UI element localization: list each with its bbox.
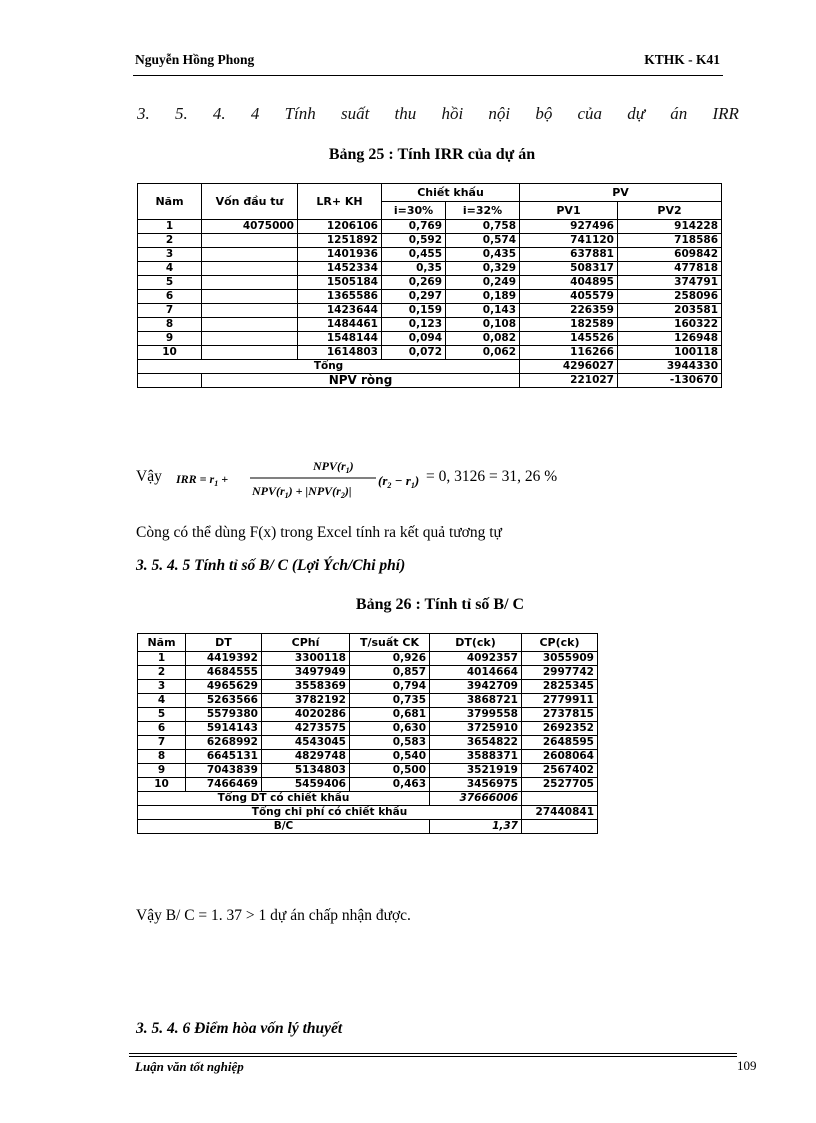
- col-cost: CPhí: [262, 634, 350, 652]
- table-row: [138, 290, 722, 304]
- section-heading-word: dự: [627, 104, 646, 123]
- formula-numerator: $NPV(r_1)$: [313, 459, 354, 475]
- table-row: [138, 234, 722, 248]
- col-lr-kh: LR+ KH: [298, 184, 382, 220]
- table-cell: 2737815: [522, 708, 598, 722]
- table-cell: 405579: [520, 290, 618, 304]
- table1-npv-row: [138, 374, 722, 388]
- table2-total-cost-row: [138, 806, 598, 820]
- table-cell: 0,681: [350, 708, 430, 722]
- table-row: [138, 248, 722, 262]
- table1-npv-pv2: -130670: [618, 374, 722, 388]
- table-row: [138, 276, 722, 290]
- table1-npv-pv1: 221027: [520, 374, 618, 388]
- table-cell: 0,857: [350, 666, 430, 680]
- table-cell: 0,094: [382, 332, 446, 346]
- table-cell: 1: [138, 220, 202, 234]
- table-cell: [202, 290, 298, 304]
- table-cell: 3725910: [430, 722, 522, 736]
- table-cell: 0,159: [382, 304, 446, 318]
- table-cell: 4075000: [202, 220, 298, 234]
- table-cell: 3055909: [522, 652, 598, 666]
- table2-caption: Bảng 26 : Tính tỉ số B/ C: [355, 596, 525, 613]
- table1-header-row: [138, 184, 722, 202]
- table-cell: 7043839: [186, 764, 262, 778]
- section-heading-bc: 3. 5. 4. 5 Tính tỉ số B/ C (Lợi Ých/Chi phí): [136, 557, 406, 574]
- table-cell: 1484461: [298, 318, 382, 332]
- table-cell: 0,329: [446, 262, 520, 276]
- table-cell: 258096: [618, 290, 722, 304]
- table-cell: 0,500: [350, 764, 430, 778]
- table-cell: 637881: [520, 248, 618, 262]
- table-cell: 0,123: [382, 318, 446, 332]
- table-row: [138, 346, 722, 360]
- table2-total-dt: 37666006: [430, 792, 522, 806]
- col-year: Năm: [138, 634, 186, 652]
- table-cell: 10: [138, 778, 186, 792]
- table-cell: 0,082: [446, 332, 520, 346]
- table-cell: 0,794: [350, 680, 430, 694]
- table-cell: 182589: [520, 318, 618, 332]
- table-cell: [202, 262, 298, 276]
- table1-total-pv2: 3944330: [618, 360, 722, 374]
- table-cell: 0,735: [350, 694, 430, 708]
- table-cell: 0,108: [446, 318, 520, 332]
- table-row: [138, 318, 722, 332]
- table-cell: 0,062: [446, 346, 520, 360]
- col-rate-30: i=30%: [382, 202, 446, 220]
- table-cell: 374791: [618, 276, 722, 290]
- table-cell: 718586: [618, 234, 722, 248]
- excel-note: Còng có thể dùng F(x) trong Excel tính ra kết quả tương tự: [136, 524, 502, 541]
- table-row: [138, 680, 598, 694]
- table-cell: 1614803: [298, 346, 382, 360]
- table-cell: 609842: [618, 248, 722, 262]
- table-cell: 0,630: [350, 722, 430, 736]
- section-heading-word: suất: [340, 104, 370, 123]
- table-cell: 4684555: [186, 666, 262, 680]
- col-pv2: PV2: [618, 202, 722, 220]
- table-cell: 0,249: [446, 276, 520, 290]
- table-cell: 3497949: [262, 666, 350, 680]
- table-cell: 2527705: [522, 778, 598, 792]
- table-cell: 0,583: [350, 736, 430, 750]
- table-cell: 3558369: [262, 680, 350, 694]
- col-year: Năm: [138, 184, 202, 220]
- table-cell: 2779911: [522, 694, 598, 708]
- col-pv1: PV1: [520, 202, 618, 220]
- table1-caption: Bảng 25 : Tính IRR của dự án: [328, 146, 536, 163]
- footer-divider-top: [129, 1053, 737, 1054]
- table-cell: [202, 332, 298, 346]
- bc-table: [137, 633, 598, 834]
- table-cell: 5: [138, 708, 186, 722]
- table-cell: 0,297: [382, 290, 446, 304]
- table2-total-dt-blank: [522, 792, 598, 806]
- table-cell: 3654822: [430, 736, 522, 750]
- irr-result: = 0, 3126 = 31, 26 %: [426, 468, 558, 485]
- table-cell: 8: [138, 750, 186, 764]
- table2-bc-value: 1,37: [430, 820, 522, 834]
- table-cell: 2567402: [522, 764, 598, 778]
- table-cell: 145526: [520, 332, 618, 346]
- table-cell: 100118: [618, 346, 722, 360]
- table-cell: 0,435: [446, 248, 520, 262]
- table-cell: 0,189: [446, 290, 520, 304]
- table-cell: 8: [138, 318, 202, 332]
- formula-denominator: $NPV(r_1) + |NPV(r_2)|$: [252, 484, 352, 500]
- table-cell: 3942709: [430, 680, 522, 694]
- table1-total-row: [138, 360, 722, 374]
- table-cell: 10: [138, 346, 202, 360]
- table-cell: 4: [138, 262, 202, 276]
- table-cell: 3300118: [262, 652, 350, 666]
- table-row: [138, 708, 598, 722]
- table-cell: 226359: [520, 304, 618, 318]
- table-cell: 3868721: [430, 694, 522, 708]
- table-cell: 4419392: [186, 652, 262, 666]
- table-row: [138, 666, 598, 680]
- section-heading-word: hồi: [441, 104, 464, 123]
- header-divider: [133, 75, 723, 76]
- col-cost-discounted: CP(ck): [522, 634, 598, 652]
- table-cell: 0,769: [382, 220, 446, 234]
- formula-lhs: IRR = $r_1$ +: [176, 472, 229, 488]
- table-cell: [202, 234, 298, 248]
- formula-factor: $(r_2 - r_1)$: [378, 473, 420, 490]
- table2-total-revenue-row: [138, 792, 598, 806]
- section-heading-word: IRR: [712, 104, 739, 123]
- footer-page-number: 109: [737, 1058, 757, 1073]
- table-cell: 126948: [618, 332, 722, 346]
- table-cell: 1505184: [298, 276, 382, 290]
- table-row: [138, 750, 598, 764]
- table-cell: 0,455: [382, 248, 446, 262]
- table-row: [138, 764, 598, 778]
- table-cell: 6: [138, 290, 202, 304]
- section-heading-irr: [137, 104, 739, 124]
- col-discount-rate: T/suất CK: [350, 634, 430, 652]
- table-row: [138, 736, 598, 750]
- table-cell: 1365586: [298, 290, 382, 304]
- table-cell: 3456975: [430, 778, 522, 792]
- table-cell: 4829748: [262, 750, 350, 764]
- header-class-code: KTHK - K41: [644, 52, 720, 67]
- table-cell: 0,926: [350, 652, 430, 666]
- table-row: [138, 304, 722, 318]
- table-cell: 5: [138, 276, 202, 290]
- table-cell: 203581: [618, 304, 722, 318]
- table2-total-cp-label: Tổng chi phí có chiết khấu: [138, 806, 522, 820]
- col-pv: PV: [520, 184, 722, 202]
- table-cell: 741120: [520, 234, 618, 248]
- table2-bc-row: [138, 820, 598, 834]
- table-row: [138, 778, 598, 792]
- table-cell: 2608064: [522, 750, 598, 764]
- col-discount: Chiết khấu: [382, 184, 520, 202]
- table-cell: 5459406: [262, 778, 350, 792]
- table2-bc-blank: [522, 820, 598, 834]
- table-cell: 4020286: [262, 708, 350, 722]
- table-cell: 7: [138, 304, 202, 318]
- table-cell: [202, 318, 298, 332]
- table-cell: 0,592: [382, 234, 446, 248]
- section-heading-word: Tính: [284, 104, 316, 123]
- irr-conclusion-prefix: Vậy: [136, 468, 162, 485]
- table-cell: 1452334: [298, 262, 382, 276]
- footer-divider-bottom: [129, 1056, 737, 1057]
- table-cell: 6268992: [186, 736, 262, 750]
- table-cell: 0,35: [382, 262, 446, 276]
- table-cell: 5263566: [186, 694, 262, 708]
- section-heading-breakeven: 3. 5. 4. 6 Điểm hòa vốn lý thuyết: [136, 1020, 343, 1037]
- table-cell: 0,269: [382, 276, 446, 290]
- table2-header-row: [138, 634, 598, 652]
- section-heading-word: 4.: [212, 104, 226, 123]
- table-cell: 3782192: [262, 694, 350, 708]
- header-author: Nguyễn Hồng Phong: [135, 52, 255, 67]
- table1-npv-blank: [138, 374, 202, 388]
- table-row: [138, 332, 722, 346]
- table2-total-dt-label: Tổng DT có chiết khấu: [138, 792, 430, 806]
- table-cell: 160322: [618, 318, 722, 332]
- table-cell: 4273575: [262, 722, 350, 736]
- table-cell: [202, 304, 298, 318]
- table-cell: 1423644: [298, 304, 382, 318]
- table-cell: 0,463: [350, 778, 430, 792]
- table-cell: 7466469: [186, 778, 262, 792]
- section-heading-word: 3.: [137, 104, 150, 123]
- col-revenue: DT: [186, 634, 262, 652]
- table-cell: 6: [138, 722, 186, 736]
- section-heading-word: nội: [488, 104, 511, 123]
- table-cell: 3588371: [430, 750, 522, 764]
- table-cell: 1206106: [298, 220, 382, 234]
- table-cell: 0,574: [446, 234, 520, 248]
- section-heading-word: bộ: [535, 104, 553, 123]
- table-cell: 9: [138, 332, 202, 346]
- table-row: [138, 220, 722, 234]
- table-cell: 2997742: [522, 666, 598, 680]
- col-revenue-discounted: DT(ck): [430, 634, 522, 652]
- col-investment: Vốn đầu tư: [202, 184, 298, 220]
- table-cell: 3: [138, 680, 186, 694]
- table-cell: 477818: [618, 262, 722, 276]
- table1-total-label: Tổng: [138, 360, 520, 374]
- table-cell: 5579380: [186, 708, 262, 722]
- table-cell: 4543045: [262, 736, 350, 750]
- table-row: [138, 694, 598, 708]
- table-row: [138, 262, 722, 276]
- table-cell: 2825345: [522, 680, 598, 694]
- table-cell: 1548144: [298, 332, 382, 346]
- section-heading-word: 4: [250, 104, 260, 123]
- table-cell: 4: [138, 694, 186, 708]
- footer-thesis-label: Luận văn tốt nghiệp: [135, 1059, 244, 1074]
- irr-table: [137, 183, 722, 388]
- table-cell: 2: [138, 666, 186, 680]
- table1-body: [138, 220, 722, 360]
- table-cell: 2: [138, 234, 202, 248]
- table-cell: 0,758: [446, 220, 520, 234]
- table-row: [138, 652, 598, 666]
- table-cell: 9: [138, 764, 186, 778]
- table-cell: 1401936: [298, 248, 382, 262]
- bc-conclusion: Vậy B/ C = 1. 37 > 1 dự án chấp nhận được.: [136, 907, 411, 924]
- table-cell: 1: [138, 652, 186, 666]
- table-cell: 4092357: [430, 652, 522, 666]
- table-cell: 0,072: [382, 346, 446, 360]
- table-cell: 116266: [520, 346, 618, 360]
- col-rate-32: i=32%: [446, 202, 520, 220]
- section-heading-word: thu: [394, 104, 417, 123]
- section-heading-word: 5.: [174, 104, 188, 123]
- table2-total-cp: 27440841: [522, 806, 598, 820]
- table2-bc-label: B/C: [138, 820, 430, 834]
- table1-npv-label: NPV ròng: [202, 374, 520, 388]
- table-cell: 914228: [618, 220, 722, 234]
- table-cell: 7: [138, 736, 186, 750]
- table-cell: 3521919: [430, 764, 522, 778]
- table2-body: [138, 652, 598, 792]
- table-cell: 4965629: [186, 680, 262, 694]
- table-cell: 508317: [520, 262, 618, 276]
- table-cell: 927496: [520, 220, 618, 234]
- table-cell: 5914143: [186, 722, 262, 736]
- table-cell: 0,540: [350, 750, 430, 764]
- table-cell: 3: [138, 248, 202, 262]
- table-cell: 2692352: [522, 722, 598, 736]
- section-heading-word: của: [577, 104, 603, 123]
- table-cell: 404895: [520, 276, 618, 290]
- table-cell: 6645131: [186, 750, 262, 764]
- table-cell: 0,143: [446, 304, 520, 318]
- table1-total-pv1: 4296027: [520, 360, 618, 374]
- table-cell: 3799558: [430, 708, 522, 722]
- table-row: [138, 722, 598, 736]
- table-cell: [202, 346, 298, 360]
- section-heading-word: án: [670, 104, 688, 123]
- table-cell: [202, 276, 298, 290]
- table-cell: 2648595: [522, 736, 598, 750]
- table-cell: 4014664: [430, 666, 522, 680]
- table-cell: 5134803: [262, 764, 350, 778]
- table-cell: [202, 248, 298, 262]
- table-cell: 1251892: [298, 234, 382, 248]
